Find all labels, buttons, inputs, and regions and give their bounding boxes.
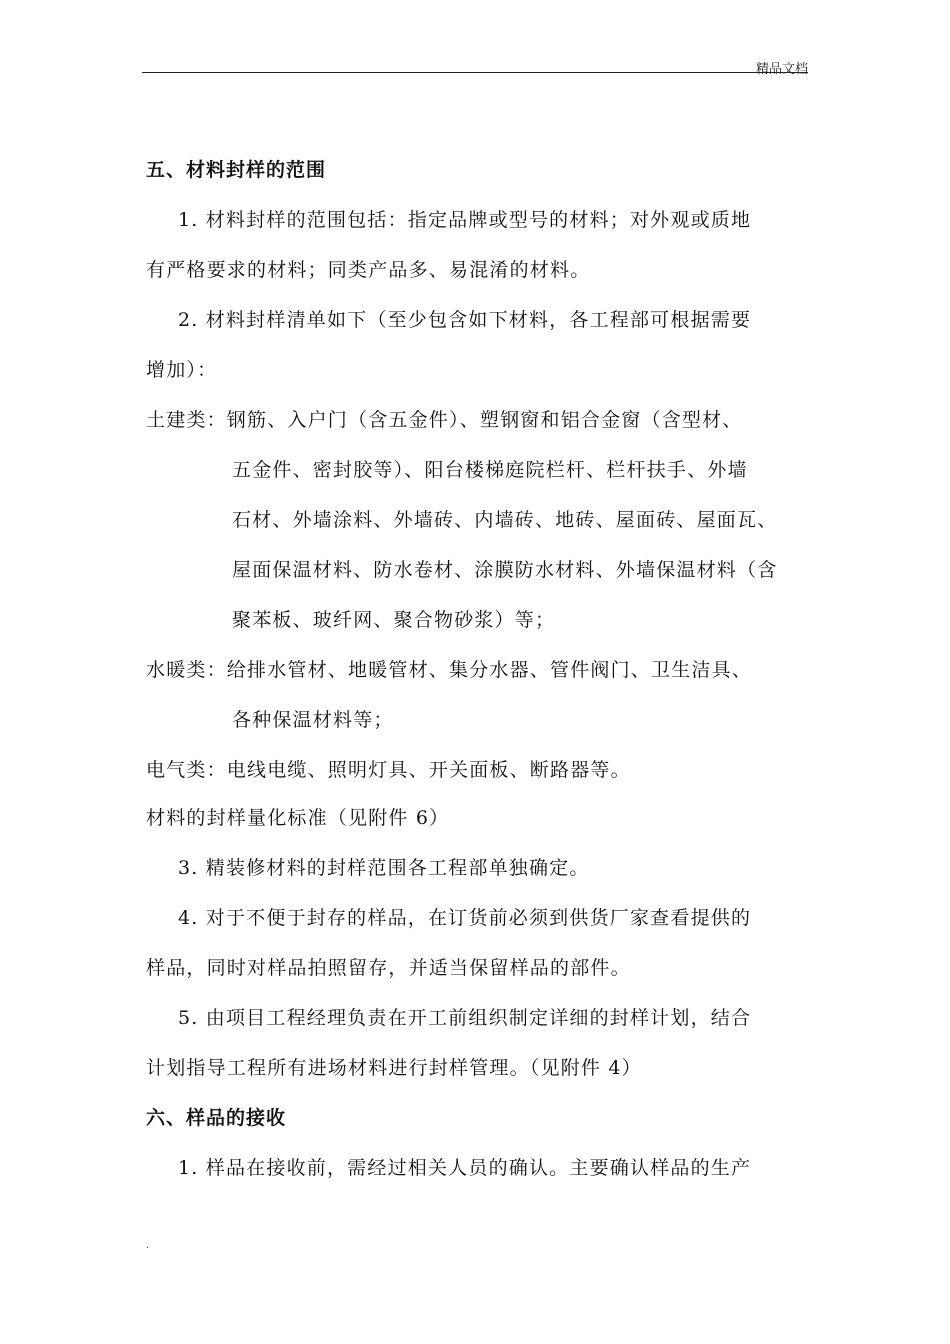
header-divider: [142, 72, 808, 73]
section-5-item-2-line-2: 增加）：: [146, 359, 218, 381]
section-5-item-4-line-1: 4. 对于不便于封存的样品，在订货前必须到供货厂家查看提供的: [178, 907, 752, 929]
section-5-item-4-line-2: 样品，同时对样品拍照留存，并适当保留样品的部件。: [146, 957, 631, 979]
section-5-item-5-line-2: 计划指导工程所有进场材料进行封样管理。（见附件 4）: [146, 1057, 642, 1079]
quantification-standard-note: 材料的封样量化标准（见附件 6）: [146, 807, 450, 829]
section-6-heading: 六、样品的接收: [146, 1107, 287, 1129]
civil-list-line-2: 五金件、密封胶等）、阳台楼梯庭院栏杆、栏杆扶手、外墙: [232, 459, 748, 481]
section-5-item-1-line-2: 有严格要求的材料；同类产品多、易混淆的材料。: [146, 259, 591, 281]
electrical-list: 电气类：电线电缆、照明灯具、开关面板、断路器等。: [146, 759, 631, 781]
civil-list-line-1: 土建类：钢筋、入户门（含五金件）、塑钢窗和铝合金窗（含型材、: [146, 409, 743, 431]
civil-list-line-4: 屋面保温材料、防水卷材、涂膜防水材料、外墙保温材料（含: [232, 559, 778, 581]
section-5-heading: 五、材料封样的范围: [146, 159, 327, 181]
civil-list-line-5: 聚苯板、玻纤网、聚合物砂浆）等；: [232, 609, 556, 631]
section-5-item-1-line-1: 1. 材料封样的范围包括：指定品牌或型号的材料；对外观或质地: [178, 209, 752, 231]
section-5-item-5-line-1: 5. 由项目工程经理负责在开工前组织制定详细的封样计划，结合: [178, 1007, 752, 1029]
hvac-list-line-2: 各种保温材料等；: [232, 709, 394, 731]
civil-list-line-3: 石材、外墙涂料、外墙砖、内墙砖、地砖、屋面砖、屋面瓦、: [232, 509, 778, 531]
section-6-item-1: 1. 样品在接收前，需经过相关人员的确认。主要确认样品的生产: [178, 1157, 752, 1179]
hvac-list-line-1: 水暖类：给排水管材、地暖管材、集分水器、管件阀门、卫生洁具、: [146, 659, 753, 681]
page-header-label: 精品文档: [755, 62, 808, 77]
section-5-item-2-line-1: 2. 材料封样清单如下（至少包含如下材料，各工程部可根据需要: [178, 309, 752, 331]
section-5-item-3: 3. 精装修材料的封样范围各工程部单独确定。: [178, 857, 590, 879]
footer-dot: .: [146, 1240, 150, 1251]
